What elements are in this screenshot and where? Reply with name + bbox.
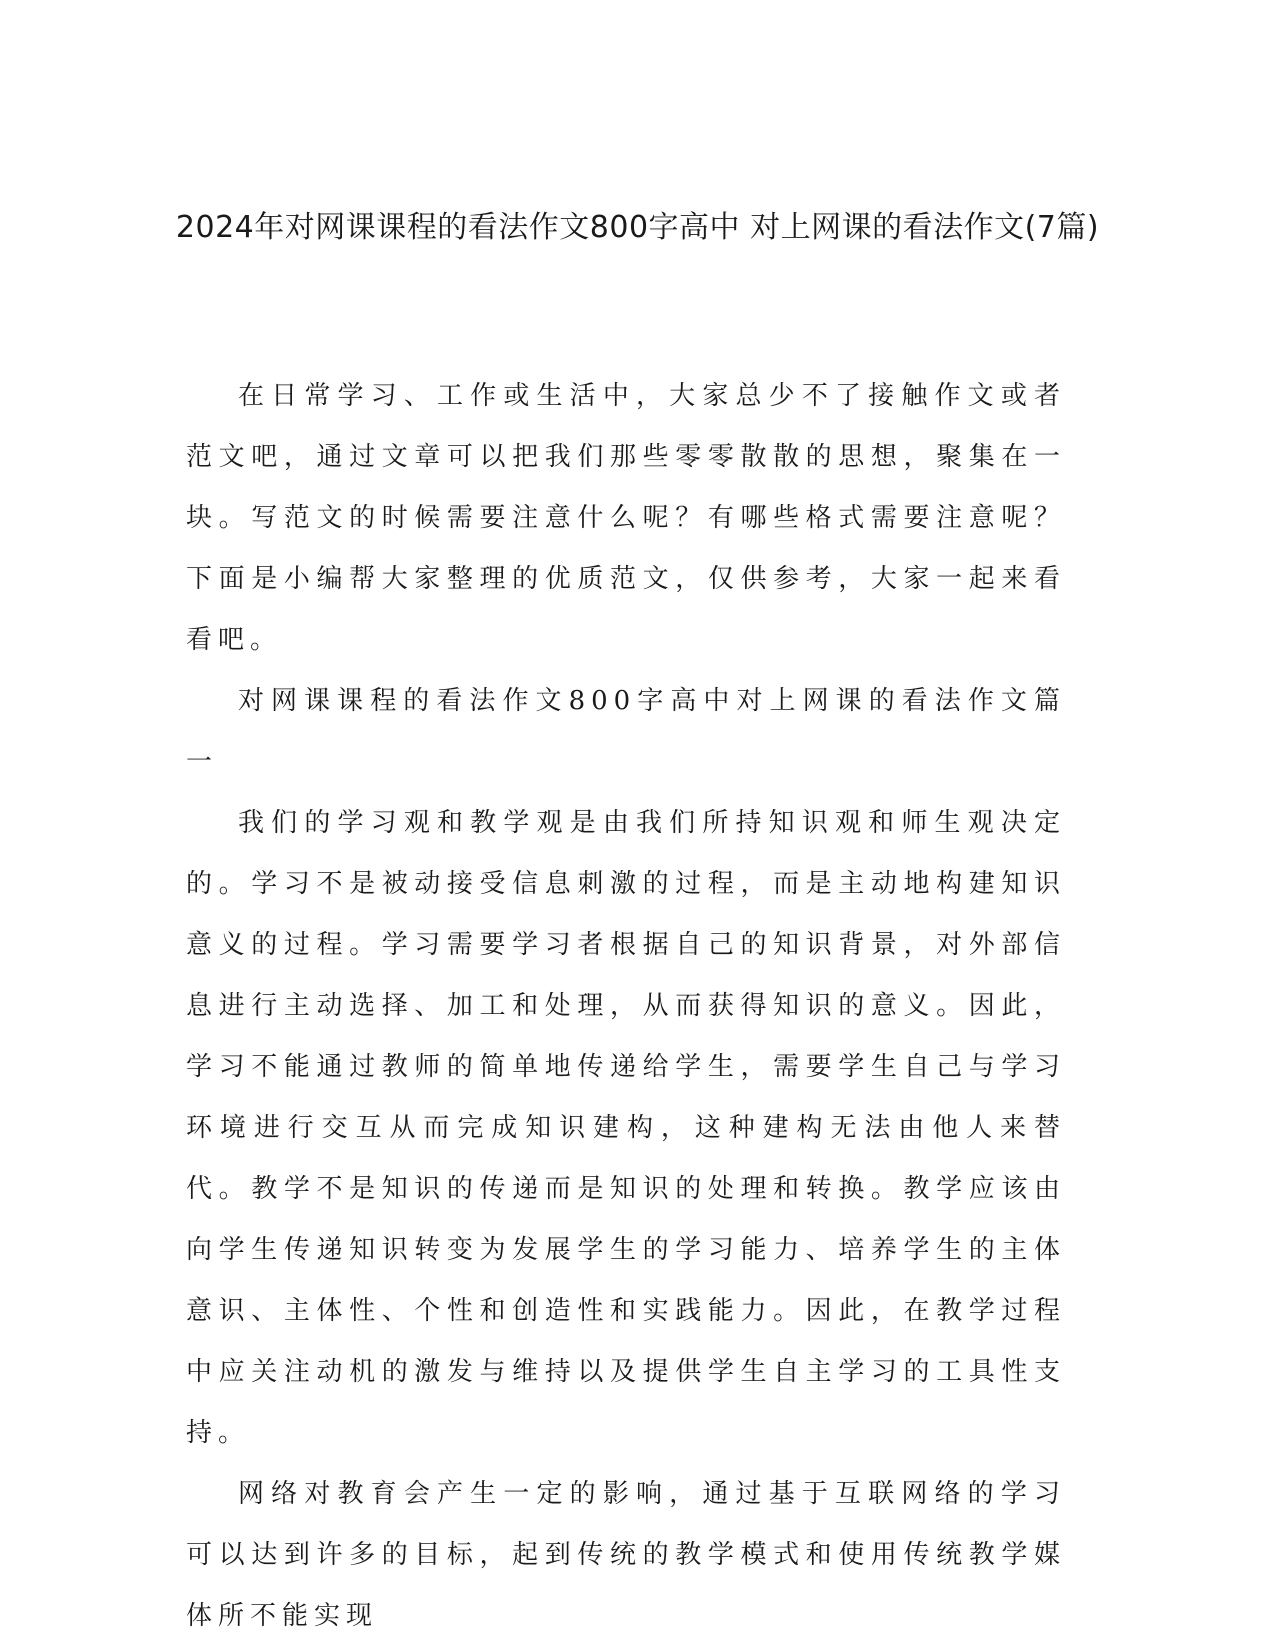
- intro-paragraph: 在日常学习、工作或生活中，大家总少不了接触作文或者范文吧，通过文章可以把我们那些零零散散的思想，聚集在一块。写范文的时候需要注意什么呢？有哪些格式需要注意呢？下面是小编帮大家整理的优质范文，仅供参考，大家一起来看看吧。: [186, 381, 1066, 655]
- body-paragraph: 我们的学习观和教学观是由我们所持知识观和师生观决定的。学习不是被动接受信息刺激的过程，而是主动地构建知识意义的过程。学习需要学习者根据自己的知识背景，对外部信息进行主动选择、加工和处理，从而获得知识的意义。因此，学习不能通过教师的简单地传递给学生，需要学生自己与学习环境进行交互从而完成知识建构，这种建构无法由他人来替代。教学不是知识的传递而是知识的处理和转换。教学应该由向学生传递知识转变为发展学生的学习能力、培养学生的主体意识、主体性、个性和创造性和实践能力。因此，在教学过程中应关注动机的激发与维持以及提供学生自主学习的工具性支持。: [186, 808, 1066, 1448]
- document-body: [186, 366, 1066, 1647]
- section-heading: 对网课课程的看法作文800字高中对上网课的看法作文篇一: [186, 686, 1066, 777]
- document-title: 2024年对网课课程的看法作文800字高中 对上网课的看法作文(7篇): [175, 210, 1100, 245]
- body-paragraph: 网络对教育会产生一定的影响，通过基于互联网络的学习可以达到许多的目标，起到传统的教学模式和使用传统教学媒体所不能实现: [186, 1479, 1066, 1631]
